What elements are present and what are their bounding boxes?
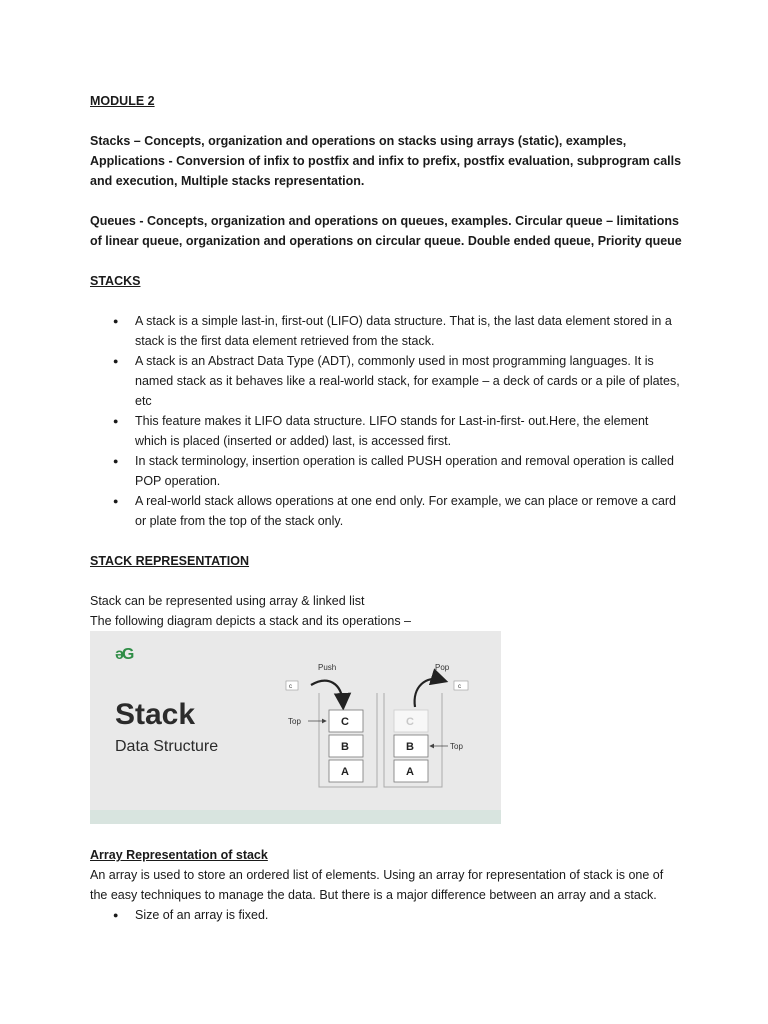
top-label-right: Top	[450, 742, 463, 751]
stacks-bullet-list	[90, 311, 682, 531]
array-paragraph: An array is used to store an ordered list of elements. Using an array for representation of stack is one of the easy techniques to manage the data. But there is a major difference between an array and a stack.	[90, 868, 664, 902]
stacks-syllabus	[90, 131, 682, 191]
incoming-element-label: c	[289, 684, 292, 690]
list-item: ● A stack is an Abstract Data Type (ADT), commonly used in most programming languages. It is named stack as it behaves like a real-world stack, for example – a deck of cards or a pile of plates, etc	[90, 351, 682, 411]
stacks-heading: STACKS	[90, 274, 141, 288]
figure-title: Stack	[115, 698, 196, 731]
queues-syllabus-text: Queues - Concepts, organization and operations on queues, examples. Circular queue – limitations of linear queue, organization and operations on circular queue. Double ended queue, Priority queue	[90, 214, 682, 248]
figure-subtitle: Data Structure	[115, 738, 219, 755]
stack-operations-diagram	[90, 631, 501, 824]
module-title: MODULE 2	[90, 94, 155, 108]
stack-cell-label: A	[406, 766, 414, 778]
push-arrow-icon	[311, 681, 343, 704]
stack-representation-heading: STACK REPRESENTATION	[90, 554, 250, 568]
stack-diagram-image	[90, 631, 501, 824]
pop-arrow-icon	[415, 679, 442, 707]
gfg-logo: əG	[115, 646, 133, 663]
representation-line: Stack can be represented using array & linked list	[90, 594, 365, 608]
representation-text	[90, 591, 682, 631]
list-item: ● In stack terminology, insertion operation is called PUSH operation and removal operation is called POP operation.	[90, 451, 682, 491]
stack-cell-label: B	[406, 741, 414, 753]
list-item: ● A real-world stack allows operations at one end only. For example, we can place or remove a card or plate from the top of the stack only.	[90, 491, 682, 531]
stack-cell-label: B	[341, 741, 349, 753]
top-label-left: Top	[288, 717, 301, 726]
popped-cell-label: C	[406, 716, 414, 728]
stack-cell-label: C	[341, 716, 349, 728]
figure-bottom-band	[90, 810, 501, 824]
array-representation-text	[90, 865, 682, 925]
list-item: ● Size of an array is fixed.	[90, 905, 682, 925]
stacks-syllabus-text: Stacks – Concepts, organization and operations on stacks using arrays (static), examples, Applications - Conversion of infix to postfix and infix to prefix, postfix evaluation, subprogram calls and execution, Multiple stacks representation.	[90, 134, 682, 188]
list-item: ● A stack is a simple last-in, first-out (LIFO) data structure. That is, the last data element stored in a stack is the first data element retrieved from the stack.	[90, 311, 682, 351]
representation-line: The following diagram depicts a stack and its operations –	[90, 614, 412, 628]
pop-label: Pop	[435, 663, 450, 672]
outgoing-element	[454, 681, 468, 690]
stack-cell-label: A	[341, 766, 349, 778]
queues-syllabus	[90, 211, 682, 251]
array-representation-heading: Array Representation of stack	[90, 848, 268, 862]
outgoing-element-label: c	[458, 684, 461, 690]
push-label: Push	[318, 663, 337, 672]
incoming-element	[286, 681, 298, 690]
list-item: ● This feature makes it LIFO data structure. LIFO stands for Last-in-first- out.Here, the element which is placed (inserted or added) last, is accessed first.	[90, 411, 682, 451]
